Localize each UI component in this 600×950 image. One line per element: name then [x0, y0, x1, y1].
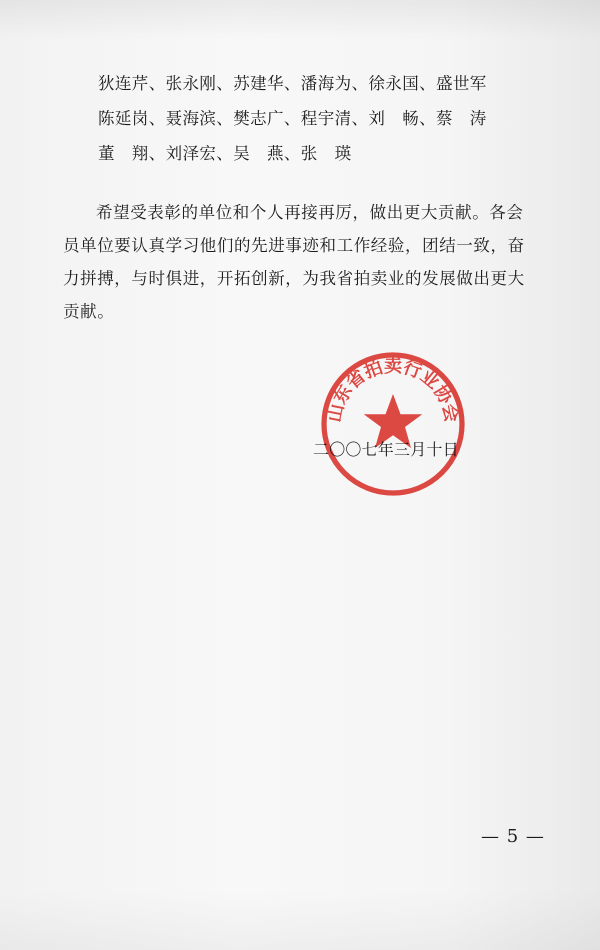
names-line: 狄连芹、张永刚、苏建华、潘海为、徐永国、盛世军	[98, 74, 487, 93]
official-seal-icon	[318, 349, 468, 499]
document-date: 二〇〇七年三月十日	[313, 440, 459, 459]
page-number: — 5 —	[481, 826, 545, 847]
paragraph-text: 希望受表彰的单位和个人再接再厉，做出更大贡献。各会员单位要认真学习他们的先进事迹和工作经验，团结一致，奋力拼搏，与时俱进，开拓创新，为我省拍卖业的发展做出更大贡献。	[63, 203, 525, 321]
seal-text: 山东省拍卖行业协会	[324, 356, 462, 425]
honoree-names	[98, 66, 568, 171]
names-line: 董 翔、刘泽宏、吴 燕、张 瑛	[98, 144, 352, 163]
body-paragraph	[63, 196, 533, 328]
names-line: 陈延岗、聂海滨、樊志广、程宇清、刘 畅、蔡 涛	[98, 109, 487, 128]
